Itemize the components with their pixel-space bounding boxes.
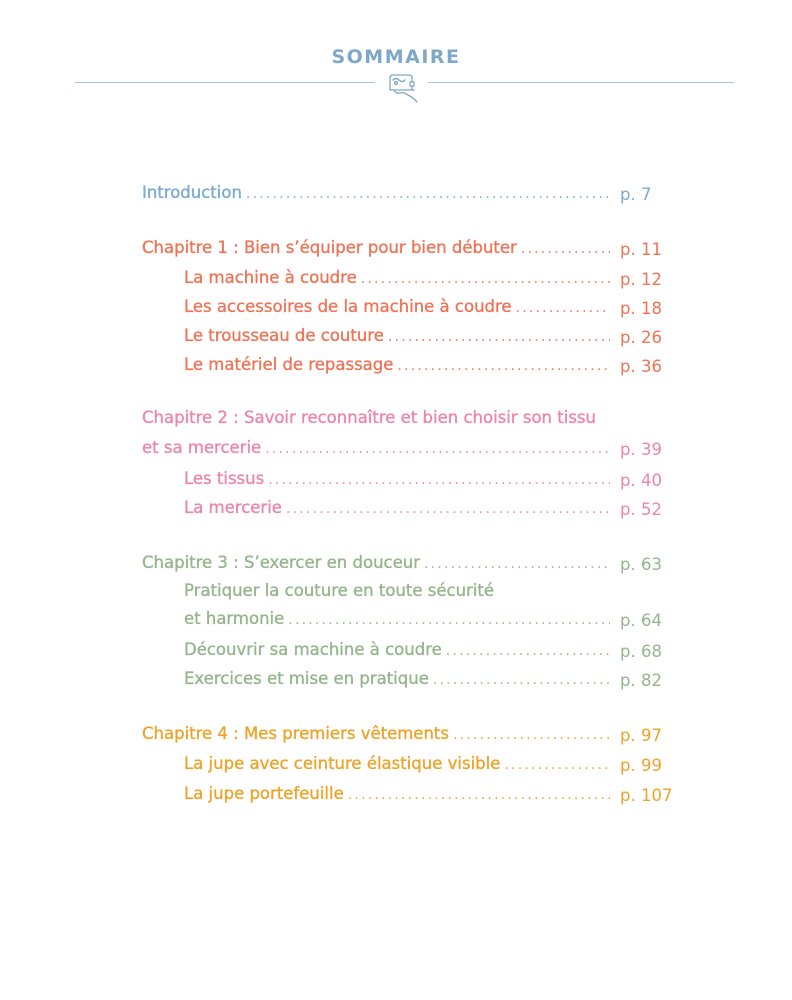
toc-chapter-title: Chapitre 1 : Bien s’équiper pour bien débuter bbox=[142, 238, 517, 257]
toc-section[interactable] bbox=[184, 640, 614, 661]
toc-section-label: Découvrir sa machine à coudre bbox=[184, 640, 442, 659]
toc-section[interactable] bbox=[184, 326, 614, 347]
toc-page-number: p. 97 bbox=[620, 726, 662, 745]
toc-page-number: p. 52 bbox=[620, 500, 662, 519]
dot-leader bbox=[446, 641, 610, 661]
toc-page-number: p. 39 bbox=[620, 440, 662, 459]
dot-leader bbox=[397, 356, 610, 376]
dot-leader bbox=[433, 670, 610, 690]
dot-leader bbox=[424, 554, 610, 574]
dot-leader bbox=[521, 239, 610, 259]
toc-chapter-1[interactable] bbox=[142, 238, 614, 259]
toc-label: Introduction bbox=[142, 183, 242, 202]
toc-section-label: La jupe portefeuille bbox=[184, 784, 344, 803]
toc-page-number: p. 63 bbox=[620, 555, 662, 574]
dot-leader bbox=[348, 785, 610, 805]
toc-page-number: p. 64 bbox=[620, 611, 662, 630]
toc-entry-introduction[interactable] bbox=[142, 183, 614, 204]
toc-section-label: La jupe avec ceinture élastique visible bbox=[184, 754, 501, 773]
toc-section[interactable] bbox=[184, 754, 614, 775]
toc-chapter-2[interactable] bbox=[142, 438, 614, 459]
toc-chapter-2-title-line1[interactable]: Chapitre 2 : Savoir reconnaître et bien choisir son tissu bbox=[142, 408, 596, 427]
dot-leader bbox=[268, 470, 610, 490]
toc-page-number: p. 18 bbox=[620, 299, 662, 318]
toc-section-label: Les tissus bbox=[184, 469, 265, 488]
toc-chapter-title: Chapitre 3 : S’exercer en douceur bbox=[142, 553, 420, 572]
toc-page-number: p. 26 bbox=[620, 328, 662, 347]
toc-page-number: p. 68 bbox=[620, 642, 662, 661]
toc-section[interactable] bbox=[184, 268, 614, 289]
toc-section-label: Exercices et mise en pratique bbox=[184, 669, 429, 688]
toc-section-label: Le trousseau de couture bbox=[184, 326, 384, 345]
toc-page-number: p. 99 bbox=[620, 756, 662, 775]
dot-leader bbox=[265, 439, 610, 459]
toc-section[interactable] bbox=[184, 784, 614, 805]
toc-section-line1[interactable]: Pratiquer la couture en toute sécurité bbox=[184, 581, 495, 600]
dot-leader bbox=[361, 269, 610, 289]
toc-section-label: et harmonie bbox=[184, 609, 285, 628]
toc-page-number: p. 107 bbox=[620, 786, 673, 805]
dot-leader bbox=[246, 184, 610, 204]
toc-section[interactable] bbox=[184, 609, 614, 630]
toc-page-number: p. 11 bbox=[620, 240, 662, 259]
toc-section[interactable] bbox=[184, 297, 614, 318]
toc-page-number: p. 36 bbox=[620, 357, 662, 376]
toc-section[interactable] bbox=[184, 498, 614, 519]
toc-page-number: p. 82 bbox=[620, 671, 662, 690]
dot-leader bbox=[504, 755, 610, 775]
toc-chapter-4[interactable] bbox=[142, 724, 614, 745]
toc-section-label: Les accessoires de la machine à coudre bbox=[184, 297, 512, 316]
toc-section[interactable] bbox=[184, 469, 614, 490]
toc-chapter-title: et sa mercerie bbox=[142, 438, 262, 457]
toc-section-label: La machine à coudre bbox=[184, 268, 357, 287]
toc-chapter-title: Chapitre 4 : Mes premiers vêtements bbox=[142, 724, 449, 743]
toc-section-label: Le matériel de repassage bbox=[184, 355, 394, 374]
toc-page-number: p. 40 bbox=[620, 471, 662, 490]
dot-leader bbox=[286, 499, 610, 519]
dot-leader bbox=[288, 610, 610, 630]
toc-section[interactable] bbox=[184, 669, 614, 690]
dot-leader bbox=[516, 298, 610, 318]
dot-leader bbox=[453, 725, 610, 745]
toc-page-number: p. 7 bbox=[620, 185, 652, 204]
toc-chapter-3[interactable] bbox=[142, 553, 614, 574]
dot-leader bbox=[388, 327, 610, 347]
page-title: SOMMAIRE bbox=[331, 46, 461, 68]
toc-page-number: p. 12 bbox=[620, 270, 662, 289]
toc-section-label: La mercerie bbox=[184, 498, 282, 517]
toc-section[interactable] bbox=[184, 355, 614, 376]
